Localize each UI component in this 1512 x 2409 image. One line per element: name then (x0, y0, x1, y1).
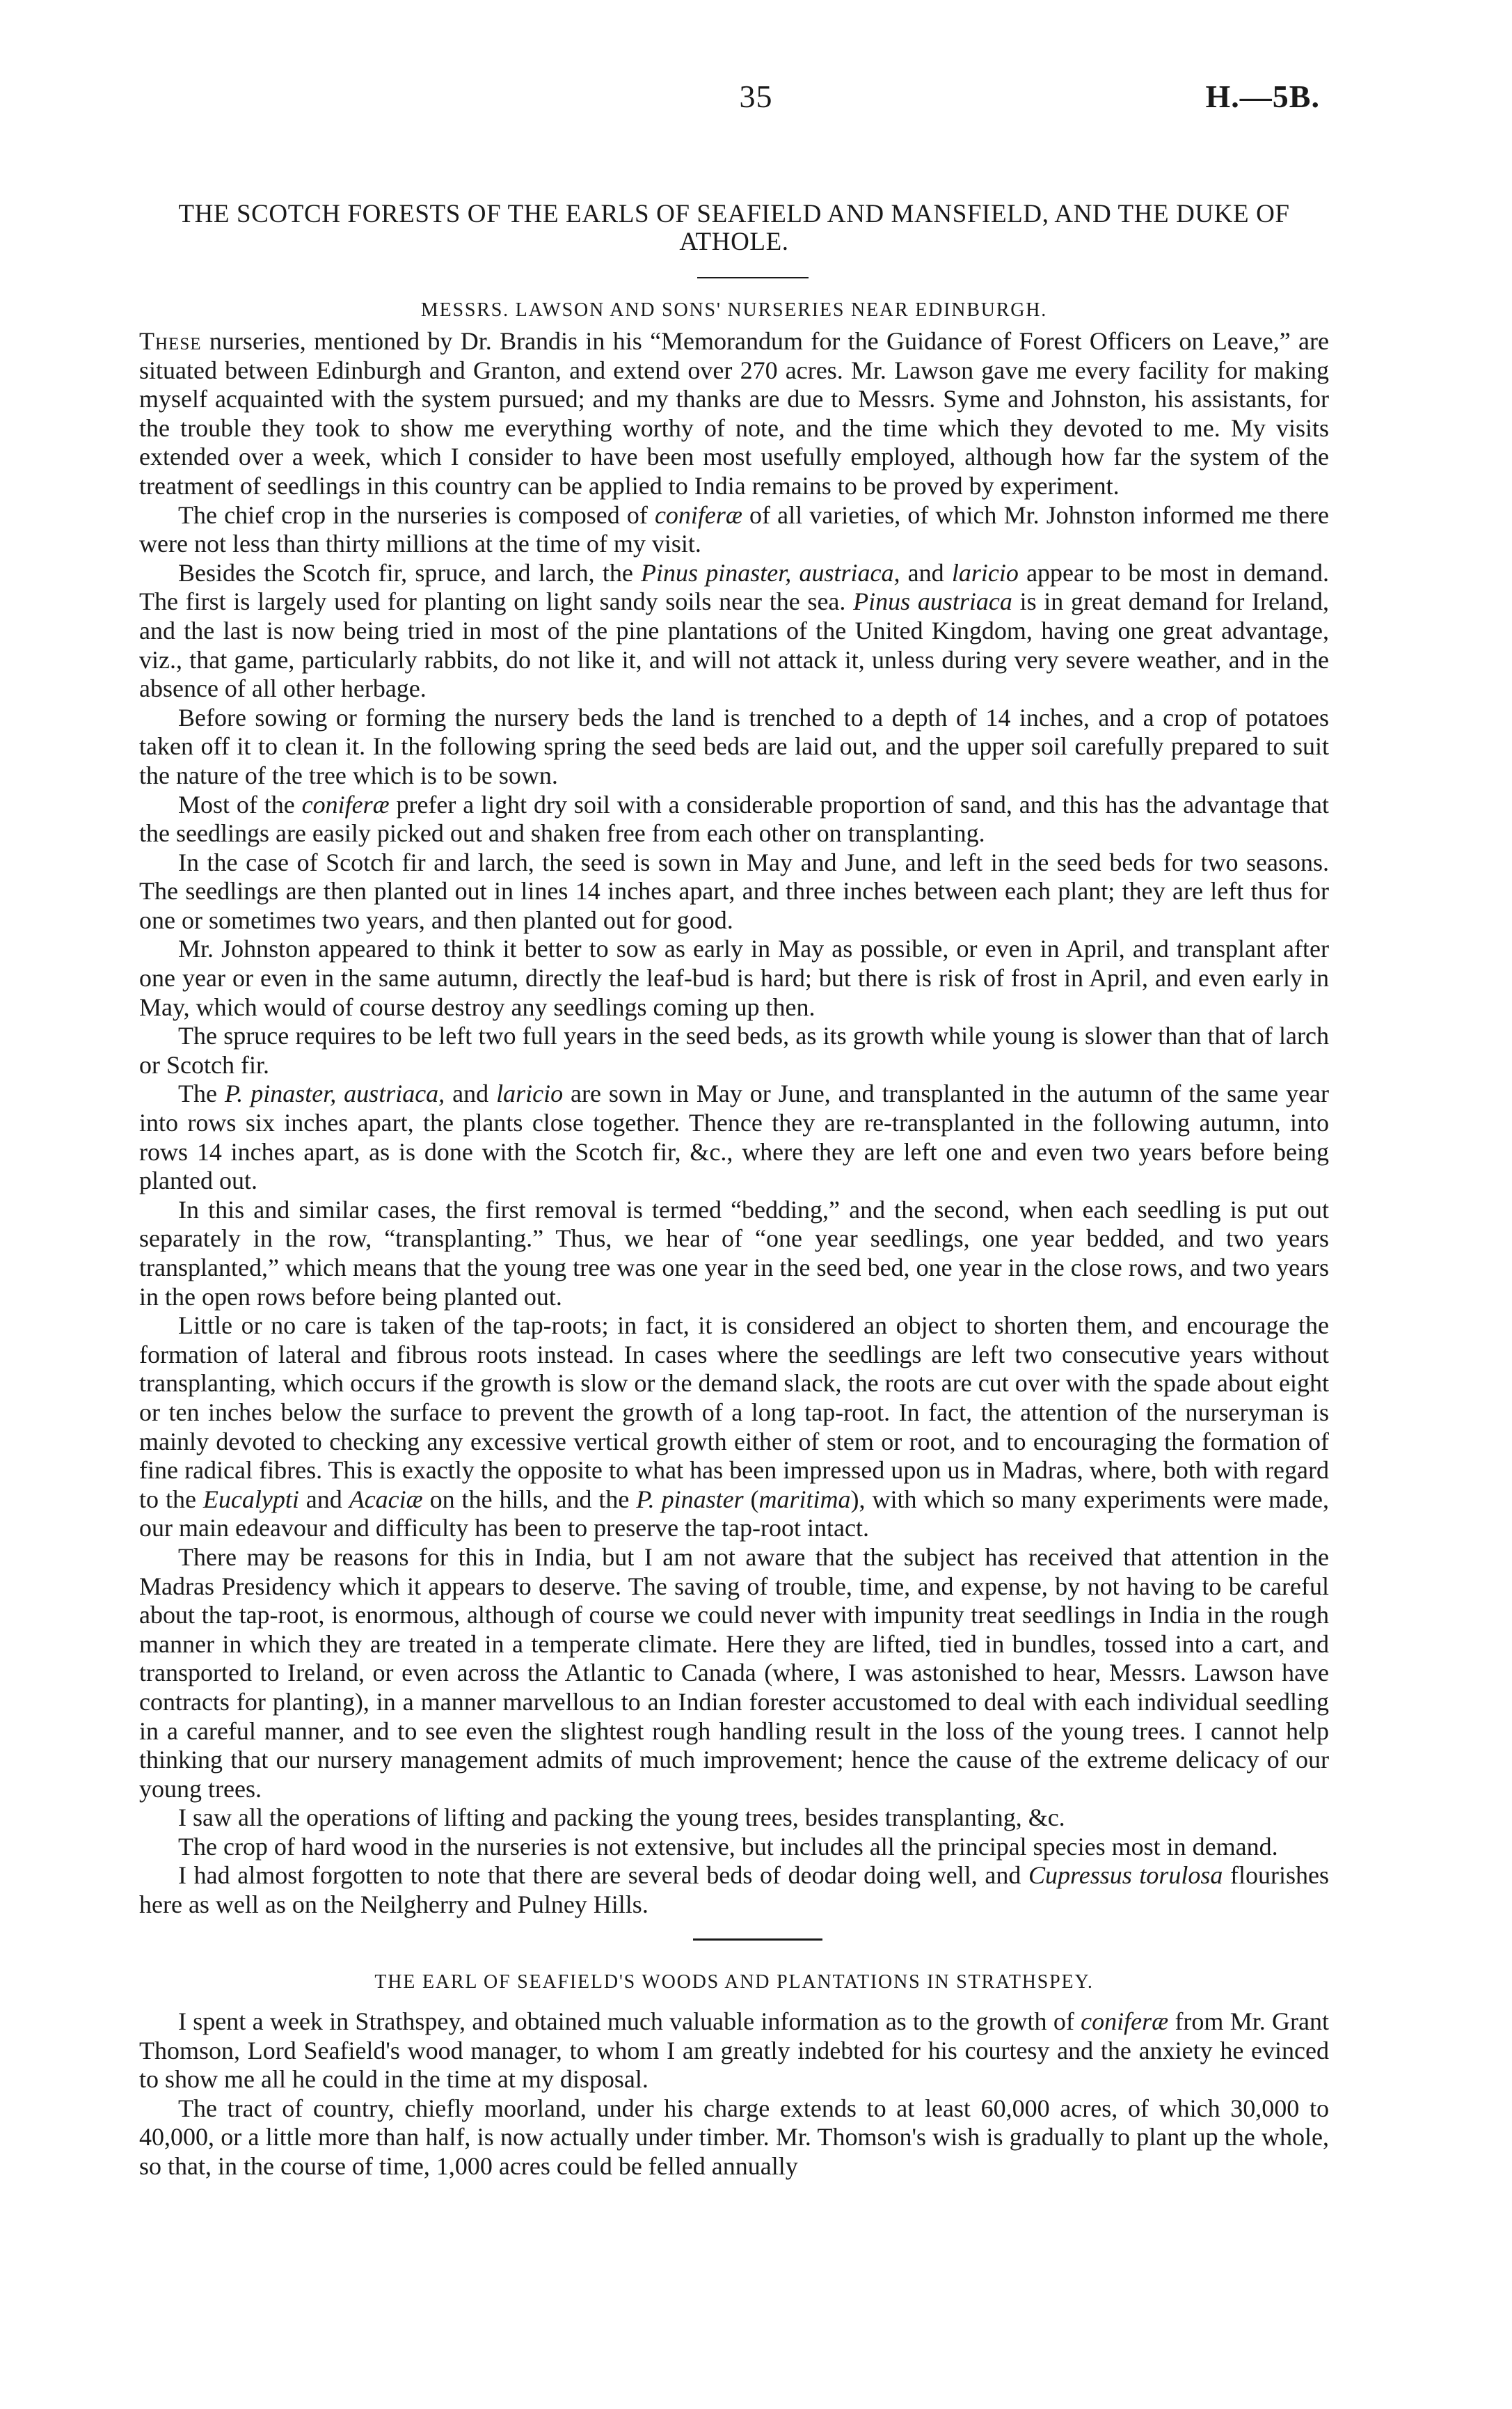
paragraph: In the case of Scotch fir and larch, the seed is sown in May and June, and left in the seed beds for two seasons. The seedlings are then planted out in lines 14 inches apart, and three inches between each plant; they are left thus for one or sometimes two years, and then planted out for good. (139, 848, 1329, 934)
lead-in-word: These (139, 327, 202, 355)
section-divider (693, 1938, 822, 1941)
paragraph: Little or no care is taken of the tap-roots; in fact, it is considered an object to shorten them, and encourage the formation of lateral and fibrous roots instead. In cases where the seedlings are left two consecutive years without transplanting, which occurs if the growth is slow or the demand slack, the roots are cut over with the spade about eight or ten inches below the surface to prevent the growth of a long tap-root. In fact, the attention of the nurseryman is mainly devoted to checking any excessive vertical growth either of stem or root, and to encouraging the formation of fine radical fibres. This is exactly the opposite to what has been impressed upon us in Madras, where, both with regard to the Eucalypti and Acaciæ on the hills, and the P. pinaster (maritima), with which so many experiments were made, our main edeavour and difficulty has been to preserve the tap-root intact. (139, 1311, 1329, 1542)
section-heading-lawson-nurseries: MESSRS. LAWSON AND SONS' NURSERIES NEAR EDINBURGH. (420, 299, 1048, 321)
paragraph: The chief crop in the nurseries is composed of coniferæ of all varieties, of which Mr. Johnston informed me there were not less than thirty millions at the time of my visit. (139, 500, 1329, 558)
paragraph: Besides the Scotch fir, spruce, and larch, the Pinus pinaster, austriaca, and laricio appear to be most in demand. The first is largely used for planting on light sandy soils near the sea. Pinus austriaca is in great demand for Ireland, and the last is now being tried in most of the pine plantations of the United Kingdom, having one great advantage, viz., that game, particularly rabbits, do not like it, and will not attack it, unless during very severe weather, and in the absence of all other herbage. (139, 558, 1330, 703)
paragraph: I had almost forgotten to note that there are several beds of deodar doing well, and Cupressus torulosa flourishes here as well as on the Neilgherry and Pulney Hills. (139, 1861, 1329, 1919)
page-number: 35 (739, 79, 773, 114)
paragraph: I spent a week in Strathspey, and obtained much valuable information as to the growth of coniferæ from Mr. Grant Thomson, Lord Seafield's wood manager, to whom I am greatly indebted for his courtesy and the anxiety he evinced to show me all he could in the time at my disposal. (139, 2007, 1330, 2094)
paragraph: The P. pinaster, austriaca, and laricio are sown in May or June, and transplanted in the autumn of the same year into rows six inches apart, the plants close together. Thence they are re-transplanted in the following autumn, into rows 14 inches apart, as is done with the Scotch fir, &c., where they are left one and even two years before being planted out. (139, 1080, 1330, 1195)
section-body-seafield-woods (139, 2007, 1329, 2181)
paragraph: The crop of hard wood in the nurseries is not extensive, but includes all the principal species most in demand. (178, 1832, 1278, 1861)
paragraph: These nurseries, mentioned by Dr. Brandis in his “Memorandum for the Guidance of Forest Officers on Leave,” are situated between Edinburgh and Granton, and extend over 270 acres. Mr. Lawson gave me every facility for making myself acquainted with the system pursued; and my thanks are due to Messrs. Syme and Johnston, his assistants, for the trouble they took to show me everything worthy of note, and the time which they devoted to me. My visits extended over a week, which I consider to have been most usefully employed, although how far the system of the treatment of seedlings in this country can be applied to India remains to be proved by experiment. (139, 327, 1329, 500)
section-heading-seafield-woods: THE EARL OF SEAFIELD'S WOODS AND PLANTATIONS IN STRATHSPEY. (374, 1971, 1094, 1993)
paragraph: The tract of country, chiefly moorland, under his charge extends to at least 60,000 acres, of which 30,000 to 40,000, or a little more than half, is now actually under timber. Mr. Thomson's wish is gradually to plant up the whole, so that, in the course of time, 1,000 acres could be felled annually (139, 2094, 1329, 2180)
page-reference: H.—5B. (1205, 79, 1320, 114)
document-title: THE SCOTCH FORESTS OF THE EARLS OF SEAFIELD AND MANSFIELD, AND THE DUKE OF ATHOLE. (178, 200, 1290, 256)
paragraph: I saw all the operations of lifting and packing the young trees, besides transplanting, &c. (178, 1803, 1065, 1832)
paragraph: In this and similar cases, the first removal is termed “bedding,” and the second, when each seedling is put out separately in the row, “transplanting.” Thus, we hear of “one year seedlings, one year bedded, and two years transplanted,” which means that the young tree was one year in the seed bed, one year in the close rows, and two years in the open rows before being planted out. (139, 1195, 1329, 1311)
title-divider (697, 277, 809, 278)
paragraph: The spruce requires to be left two full years in the seed beds, as its growth while young is slower than that of larch or Scotch fir. (139, 1022, 1329, 1079)
paragraph: Mr. Johnston appeared to think it better to sow as early in May as possible, or even in April, and transplant after one year or even in the same autumn, directly the leaf-bud is hard; but there is risk of frost in April, and even early in May, which would of course destroy any seedlings coming up then. (139, 935, 1329, 1021)
paragraph: Before sowing or forming the nursery beds the land is trenched to a depth of 14 inches, and a crop of potatoes taken off it to clean it. In the following spring the seed beds are laid out, and the upper soil carefully prepared to suit the nature of the tree which is to be sown. (139, 703, 1329, 789)
section-body-lawson-nurseries (139, 327, 1329, 1920)
paragraph: There may be reasons for this in India, but I am not aware that the subject has received that attention in the Madras Presidency which it appears to deserve. The saving of trouble, time, and expense, by not having to be careful about the tap-root, is enormous, although of course we could never with impunity treat seedlings in India in the rough manner in which they are treated in a temperate climate. Here they are lifted, tied in bundles, tossed into a cart, and transported to Ireland, or even across the Atlantic to Canada (where, I was astonished to hear, Messrs. Lawson have contracts for planting), in a manner marvellous to an Indian forester accustomed to deal with each individual seedling in a careful manner, and to see even the slightest rough handling result in the loss of the young trees. I cannot help thinking that our nursery management admits of much improvement; hence the cause of the extreme delicacy of our young trees. (139, 1542, 1329, 1803)
paragraph: Most of the coniferæ prefer a light dry soil with a considerable proportion of sand, and this has the advantage that the seedlings are easily picked out and shaken free from each other on transplanting. (139, 790, 1329, 848)
